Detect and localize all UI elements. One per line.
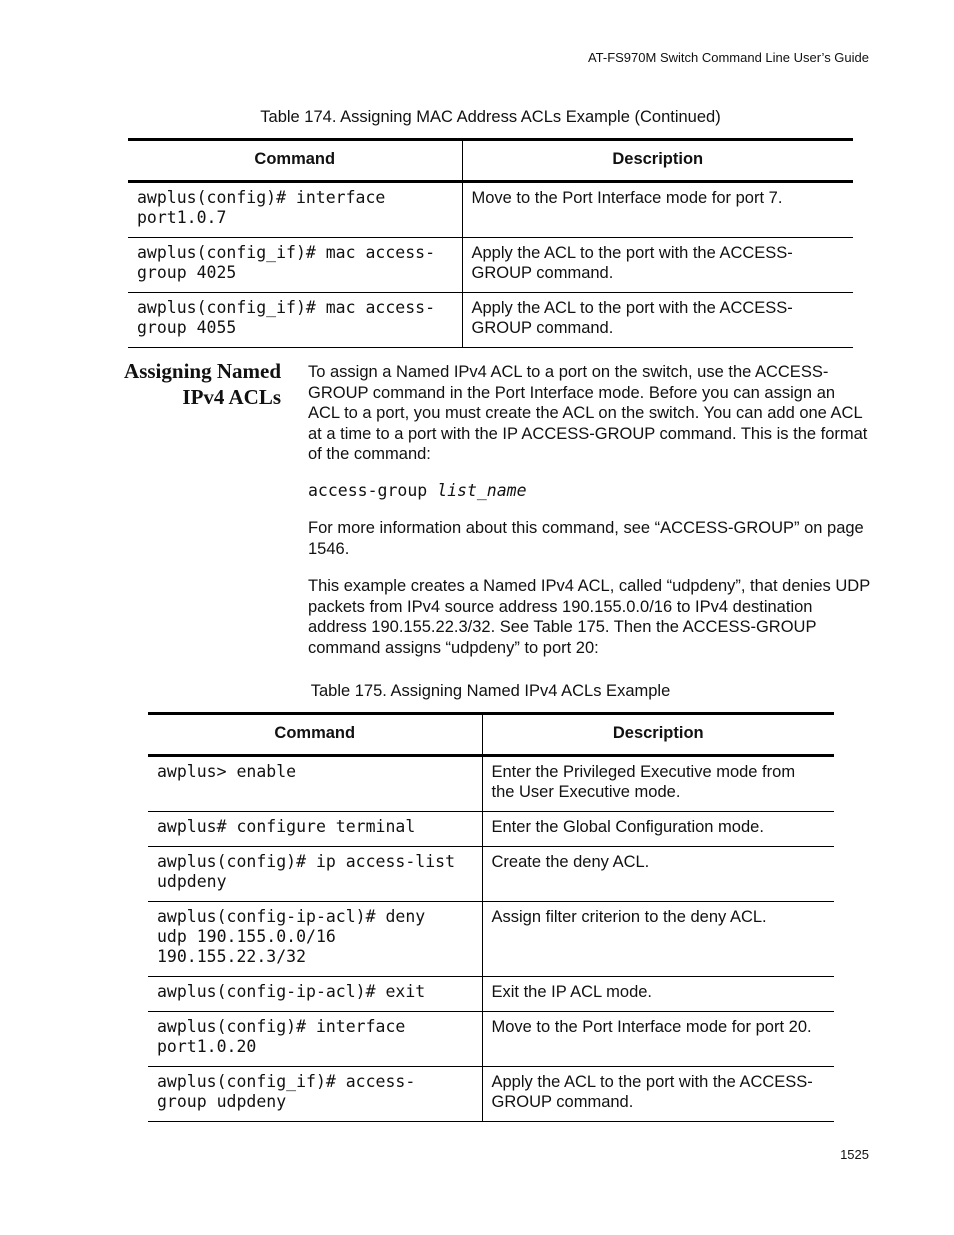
command-cell: awplus(config)# ip access-list udpdeny: [148, 847, 482, 902]
running-header: AT-FS970M Switch Command Line User’s Guide: [587, 50, 869, 65]
description-cell: Apply the ACL to the port with the ACCESS- GROUP command.: [482, 1067, 834, 1122]
command-cell: awplus(config)# interface port1.0.7: [128, 182, 462, 238]
command-cell: awplus(config_if)# mac access- group 4055: [128, 293, 462, 348]
column-header-command: Command: [148, 714, 482, 756]
table-174-caption: Table 174. Assigning MAC Address ACLs Example (Continued): [260, 108, 721, 126]
table-row: [148, 756, 834, 812]
description-cell: Apply the ACL to the port with the ACCESS- GROUP command.: [462, 238, 853, 293]
command-cell: awplus(config_if)# mac access- group 4025: [128, 238, 462, 293]
syntax-command: access-group: [308, 481, 438, 500]
command-cell: awplus(config)# interface port1.0.20: [148, 1012, 482, 1067]
syntax-parameter: list_name: [437, 481, 527, 500]
table-row: [128, 238, 853, 293]
table-row: [148, 1012, 834, 1067]
description-cell: Assign filter criterion to the deny ACL.: [482, 902, 834, 977]
description-cell: Exit the IP ACL mode.: [482, 977, 834, 1012]
page-number: 1525: [840, 1147, 869, 1162]
description-cell: Enter the Privileged Executive mode from the User Executive mode.: [482, 756, 834, 812]
table-row: [148, 812, 834, 847]
intro-paragraph: To assign a Named IPv4 ACL to a port on the switch, use the ACCESS-GROUP command in the Port Interface mode. Before you can assign an ACL to a port, you must create the ACL on the switch. You can add one ACL at a time to a port with the IP ACCESS-GROUP command. This is the format of the command:: [308, 363, 868, 463]
table-175-caption: Table 175. Assigning Named IPv4 ACLs Example: [310, 682, 671, 700]
description-cell: Move to the Port Interface mode for port 7.: [462, 182, 853, 238]
command-cell: awplus# configure terminal: [148, 812, 482, 847]
table-row: [148, 847, 834, 902]
table-row: [128, 293, 853, 348]
reference-paragraph: For more information about this command, see “ACCESS-GROUP” on page 1546.: [308, 519, 864, 558]
table-header-row: [128, 140, 853, 182]
command-cell: awplus> enable: [148, 756, 482, 812]
table-174: [128, 138, 853, 348]
table-175: [148, 712, 834, 1122]
section-heading-line-1: Assigning Named: [124, 359, 281, 383]
table-header-row: [148, 714, 834, 756]
table-row: [148, 1067, 834, 1122]
table-row: [148, 977, 834, 1012]
description-cell: Enter the Global Configuration mode.: [482, 812, 834, 847]
command-cell: awplus(config-ip-acl)# deny udp 190.155.0.0/16 190.155.22.3/32: [148, 902, 482, 977]
section-heading: [100, 358, 281, 410]
command-cell: awplus(config_if)# access- group udpdeny: [148, 1067, 482, 1122]
column-header-command: Command: [128, 140, 462, 182]
section-heading-line-2: IPv4 ACLs: [182, 385, 281, 409]
column-header-description: Description: [462, 140, 853, 182]
column-header-description: Description: [482, 714, 834, 756]
table-row: [128, 182, 853, 238]
example-paragraph: This example creates a Named IPv4 ACL, called “udpdeny”, that denies UDP packets from IPv4 source address 190.155.0.0/16 to IPv4 destination address 190.155.22.3/32. See Table 175. Then the ACCESS-GROUP command assigns “udpdeny” to port 20:: [308, 577, 870, 657]
table-row: [148, 902, 834, 977]
description-cell: Create the deny ACL.: [482, 847, 834, 902]
description-cell: Move to the Port Interface mode for port 20.: [482, 1012, 834, 1067]
description-cell: Apply the ACL to the port with the ACCESS- GROUP command.: [462, 293, 853, 348]
command-syntax: [308, 481, 527, 501]
command-cell: awplus(config-ip-acl)# exit: [148, 977, 482, 1012]
